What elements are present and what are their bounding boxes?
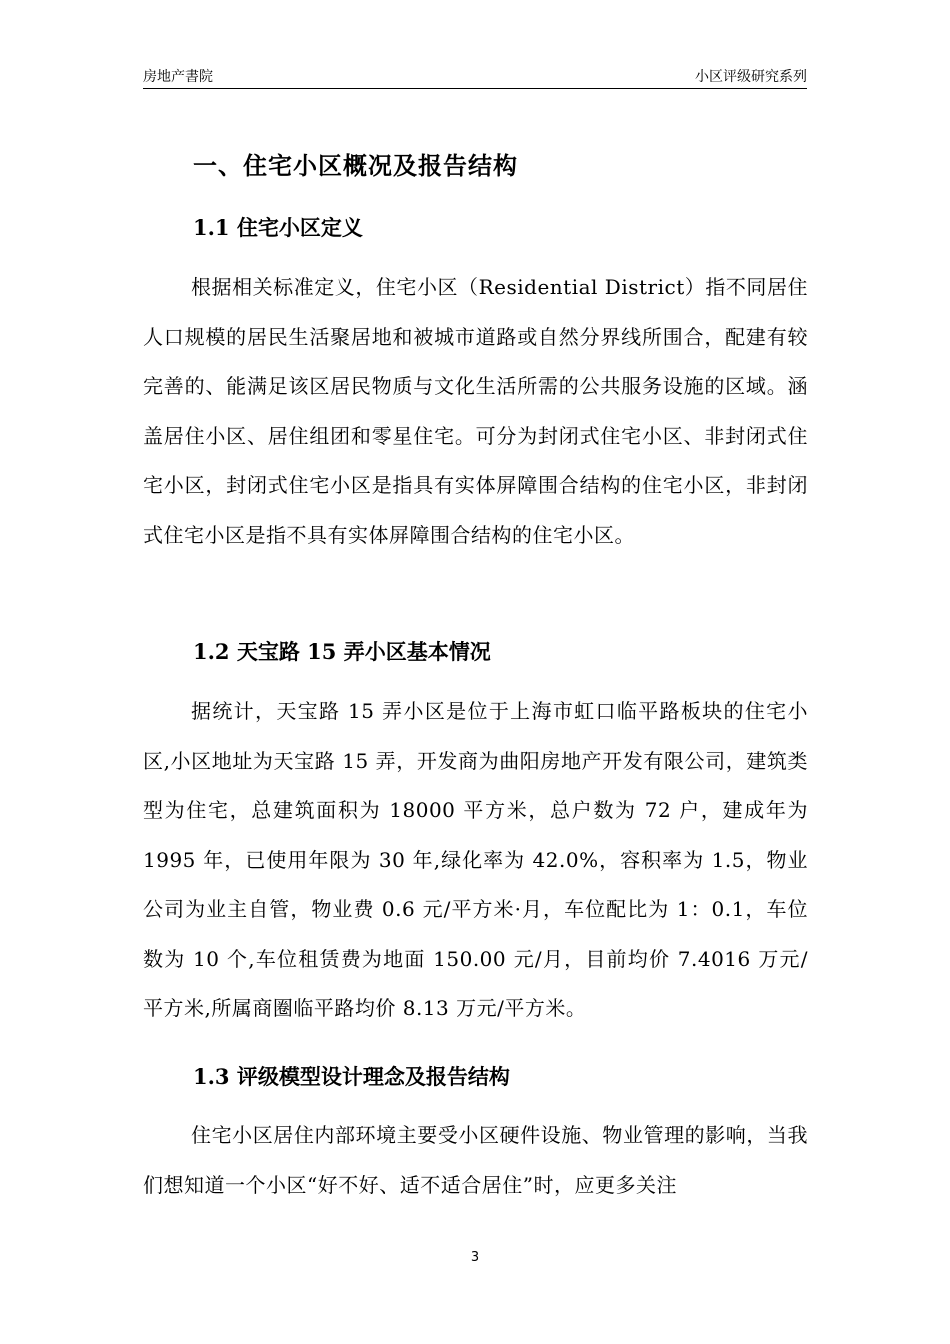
header-series-title: 小区评级研究系列 — [695, 69, 807, 85]
section-paragraph-1-2: 据统计，天宝路 15 弄小区是位于上海市虹口临平路板块的住宅小区,小区地址为天宝路 15 弄，开发商为曲阳房地产开发有限公司，建筑类型为住宅，总建筑面积为 18000 平方米，总户数为 72 户，建成年为 1995 年，已使用年限为 30 年,绿化率为 42.0%，容积率为 1.5，物业公司为业主自管，物业费 0.6 元/平方米·月，车位配比为 1：0.1，车位数为 10 个,车位租赁费为地面 150.00 元/月，目前均价 7.4016 万元/平方米,所属商圈临平路均价 8.13 万元/平方米。 — [143, 699, 808, 1020]
header-publisher: 房地产書院 — [143, 69, 213, 85]
section-paragraph-1-1: 根据相关标准定义，住宅小区（Residential District）指不同居住人口规模的居民生活聚居地和被城市道路或自然分界线所围合，配建有较完善的、能满足该区居民物质与文化生活所需的公共服务设施的区域。涵盖居住小区、居住组团和零星住宅。可分为封闭式住宅小区、非封闭式住宅小区，封闭式住宅小区是指具有实体屏障围合结构的住宅小区，非封闭式住宅小区是指不具有实体屏障围合结构的住宅小区。 — [143, 275, 808, 547]
chapter-title: 一、住宅小区概况及报告结构 — [193, 151, 518, 180]
page-header — [143, 66, 807, 89]
page-number: 3 — [470, 1250, 480, 1265]
section-heading-1-1: 1.1 住宅小区定义 — [193, 215, 363, 240]
section-paragraph-1-3: 住宅小区居住内部环境主要受小区硬件设施、物业管理的影响，当我们想知道一个小区“好不好、适不适合居住”时，应更多关注 — [143, 1123, 808, 1197]
section-heading-1-3: 1.3 评级模型设计理念及报告结构 — [193, 1064, 510, 1089]
section-heading-1-2: 1.2 天宝路 15 弄小区基本情况 — [193, 639, 491, 664]
